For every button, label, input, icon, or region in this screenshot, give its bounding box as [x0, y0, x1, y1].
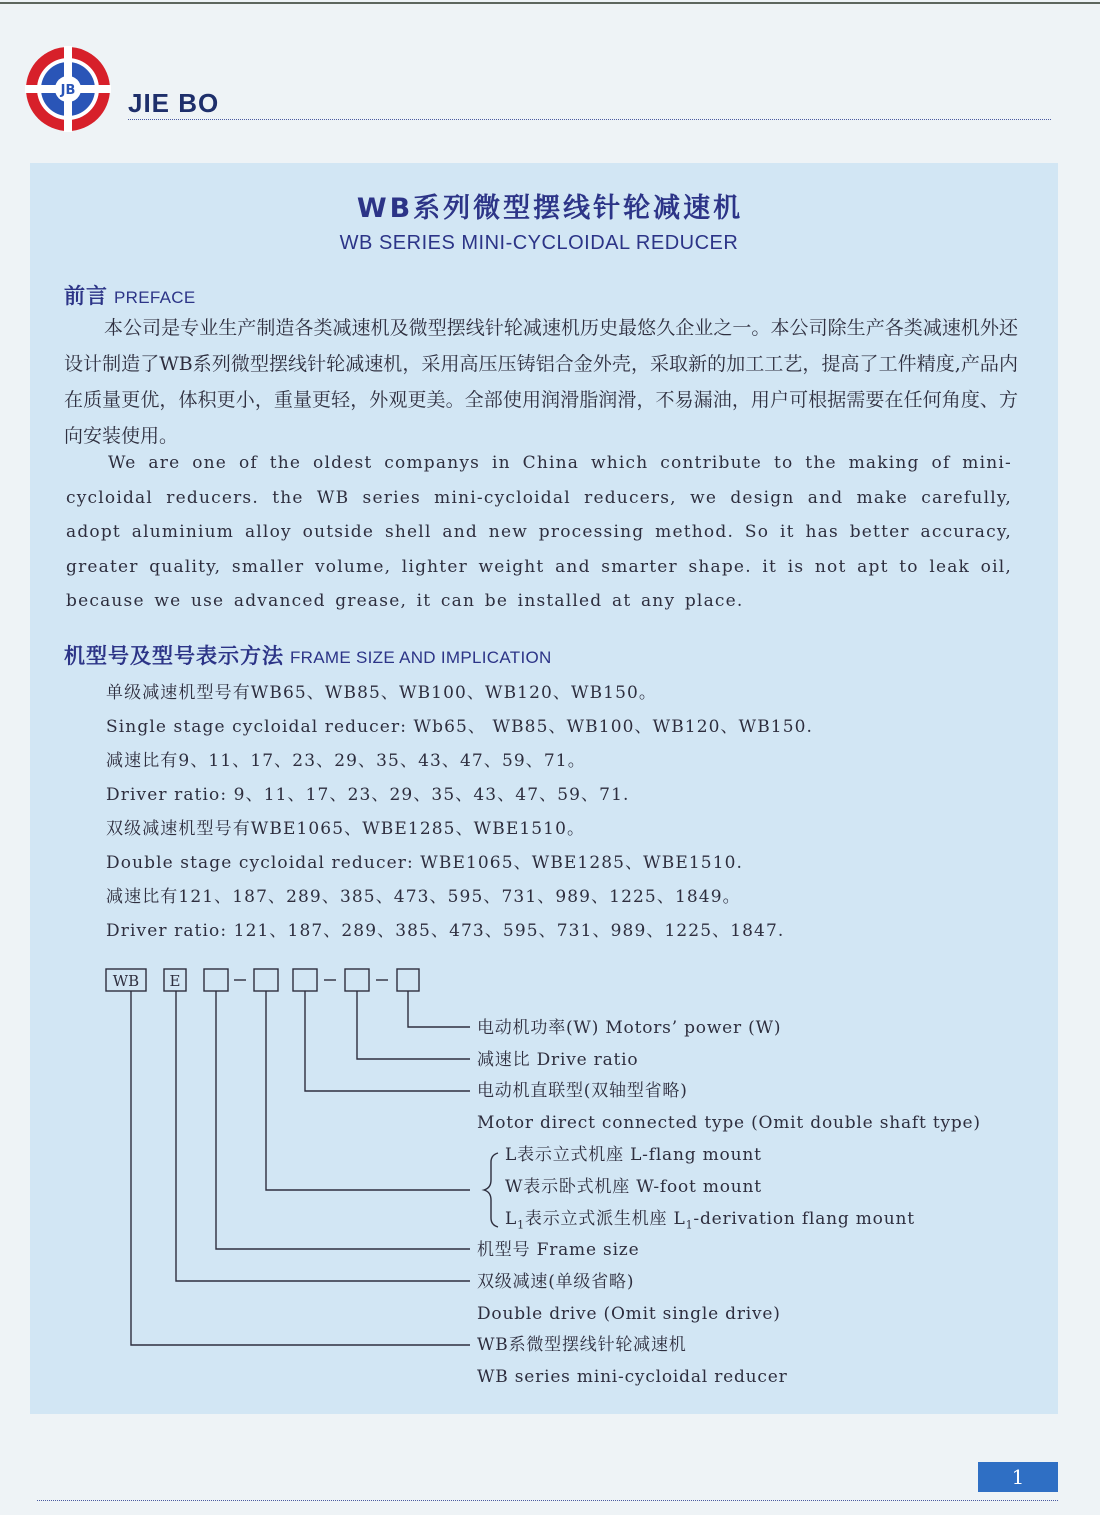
box-frame [204, 969, 228, 991]
mount-l1-sub2: 1 [685, 1218, 694, 1232]
box-e-label: E [169, 972, 181, 990]
preface-heading-cn: 前言 [64, 284, 108, 308]
frame-heading-en: FRAME SIZE AND IMPLICATION [290, 648, 552, 667]
box-mount [254, 969, 278, 991]
label-mount-l1 [505, 1208, 915, 1236]
spec-line: 双级减速机型号有WBE1065、WBE1285、WBE1510。 [106, 819, 586, 839]
preface-heading-en: PREFACE [114, 288, 196, 307]
mount-l1-suffix: -derivation flang mount [693, 1209, 915, 1229]
mount-brace [484, 1153, 498, 1227]
preface-text-en: We are one of the oldest companys in China which contribute to the making of mini-cycloidal reducers. the WB series mini-cycloidal reducers, we design and make carefully, adopt aluminium alloy outside shell and new processing method. So it has better accuracy, greater quality, smaller volume, lighter weight and smarter shape. it is not apt to leak oil, because we use advanced grease, it can be installed at any place. [66, 453, 1012, 611]
page-title-en: WB SERIES MINI-CYCLOIDAL REDUCER [339, 232, 739, 254]
label-direct-en: Motor direct connected type (Omit double shaft type) [477, 1113, 981, 1133]
label-frame-size: 机型号 Frame size [477, 1240, 640, 1260]
leader-direct [305, 991, 470, 1091]
label-direct-cn: 电动机直联型(双轴型省略) [477, 1081, 688, 1101]
logo-mark: JB [60, 83, 76, 98]
spec-line: Single stage cycloidal reducer: Wb65、 WB85、WB100、WB120、WB150. [106, 717, 814, 737]
label-series-cn: WB系微型摆线针轮减速机 [477, 1335, 687, 1355]
header-divider [128, 119, 1051, 120]
spec-line: 单级减速机型号有WB65、WB85、WB100、WB120、WB150。 [106, 683, 658, 703]
box-power [397, 969, 419, 991]
frame-heading [64, 640, 552, 670]
box-direct [293, 969, 317, 991]
brand-name: JIE BO [128, 88, 220, 118]
leader-frame [216, 991, 470, 1249]
box-wb-label: WB [112, 972, 140, 990]
page-number: 1 [978, 1462, 1058, 1492]
label-series-en: WB series mini-cycloidal reducer [477, 1367, 788, 1387]
spec-line: 减速比有121、187、289、385、473、595、731、989、1225、1849。 [106, 887, 741, 907]
jb-logo-icon [25, 46, 111, 132]
leader-double [176, 991, 470, 1281]
label-mount-l: L表示立式机座 L-flang mount [505, 1145, 762, 1165]
label-double-cn: 双级减速(单级省略) [477, 1272, 635, 1292]
footer-divider [37, 1500, 1058, 1501]
frame-heading-cn: 机型号及型号表示方法 [64, 644, 284, 668]
spec-line: Driver ratio: 121、187、289、385、473、595、731、989、1225、1847. [106, 921, 785, 941]
leader-power [408, 991, 470, 1027]
label-drive-ratio: 减速比 Drive ratio [477, 1050, 639, 1070]
leader-ratio [357, 991, 470, 1059]
mount-l1-prefix: L [505, 1209, 518, 1229]
label-double-en: Double drive (Omit single drive) [477, 1304, 781, 1324]
mount-l1-sub: 1 [517, 1218, 525, 1232]
label-mount-w: W表示卧式机座 W-foot mount [505, 1177, 762, 1197]
spec-line: Driver ratio: 9、11、17、23、29、35、43、47、59、71. [106, 785, 630, 805]
spec-line: Double stage cycloidal reducer: WBE1065、WBE1285、WBE1510. [106, 853, 744, 873]
frame-spec-list [106, 676, 813, 948]
mount-l1-mid: 表示立式派生机座 L [524, 1209, 686, 1229]
spec-line: 减速比有9、11、17、23、29、35、43、47、59、71。 [106, 751, 586, 771]
preface-heading [64, 280, 195, 310]
label-motor-power: 电动机功率(W) Motors’ power (W) [477, 1018, 782, 1038]
page-title-cn: WB系列微型摆线针轮减速机 [356, 193, 744, 224]
leader-series [131, 991, 470, 1345]
top-border [0, 2, 1100, 4]
box-ratio [345, 969, 369, 991]
preface-text-cn: 本公司是专业生产制造各类减速机及微型摆线针轮减速机历史最悠久企业之一。本公司除生产各类减速机外还设计制造了WB系列微型摆线针轮减速机，采用高压压铸铝合金外壳，采取新的加工工艺，提高了工件精度,产品内在质量更优，体积更小，重量更轻，外观更美。全部使用润滑脂润滑，不易漏油，用户可根据需要在任何角度、方向安装使用。 [64, 317, 1018, 447]
